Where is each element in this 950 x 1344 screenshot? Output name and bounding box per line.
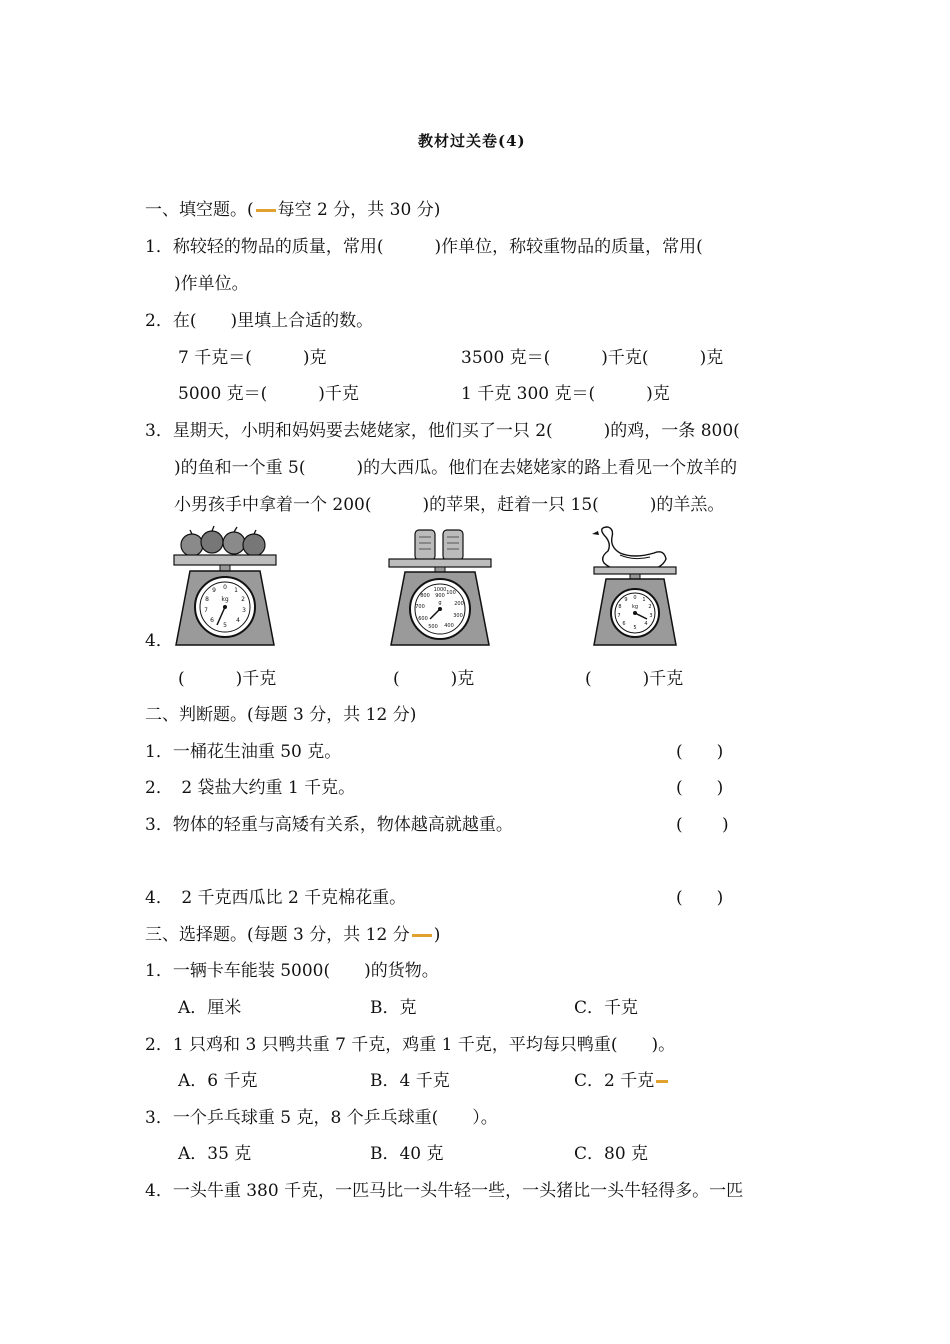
apple-icon <box>181 526 265 556</box>
svg-text:900: 900 <box>435 593 445 599</box>
svg-text:3: 3 <box>649 613 653 619</box>
svg-text:200: 200 <box>454 601 464 607</box>
s2-item-2: 2． 2 袋盐大约重 1 千克。 <box>145 778 356 798</box>
s2-item-4: 4． 2 千克西瓜比 2 千克棉花重。 <box>145 888 407 908</box>
s2-item-4-paren: ( ) <box>676 888 724 908</box>
svg-text:2: 2 <box>648 604 652 610</box>
svg-text:0: 0 <box>633 595 637 601</box>
bottle-icon <box>415 530 463 560</box>
svg-text:100: 100 <box>446 590 456 596</box>
s1-q4-answer-3: ( )千克 <box>585 669 684 689</box>
svg-text:6: 6 <box>622 621 626 627</box>
s3-q2: 2．1 只鸡和 3 只鸭共重 7 千克，鸡重 1 千克，平均每只鸭重( )。 <box>145 1035 676 1055</box>
svg-text:9: 9 <box>212 587 216 594</box>
highlight-mark <box>656 1080 668 1083</box>
svg-text:700: 700 <box>415 604 425 610</box>
svg-text:1: 1 <box>642 597 646 603</box>
svg-text:7: 7 <box>617 613 621 619</box>
s1-q4-answer-1: ( )千克 <box>178 669 277 689</box>
s2-item-3-paren: ( ) <box>676 815 729 835</box>
section-2-heading: 二、判断题。(每题 3 分，共 12 分) <box>145 705 417 725</box>
svg-text:7: 7 <box>204 607 208 614</box>
s1-q3-line3: 小男孩手中拿着一个 200( )的苹果，赶着一只 15( )的羊羔。 <box>174 495 725 515</box>
section-1-heading: 一、填空题。( 每空 2 分，共 30 分) <box>145 200 441 220</box>
s2-item-1-paren: ( ) <box>676 742 724 762</box>
s1-q1-line2: )作单位。 <box>174 274 249 294</box>
svg-text:g: g <box>438 600 442 606</box>
s3-q1-option-a: A．厘米 <box>178 998 242 1018</box>
svg-text:2: 2 <box>241 596 245 603</box>
s3-q3-option-a: A．35 克 <box>178 1144 252 1164</box>
svg-text:800: 800 <box>420 593 430 599</box>
page-title: 教材过关卷(4) <box>418 132 526 150</box>
s1-q3-line2: )的鱼和一个重 5( )的大西瓜。他们在去姥姥家的路上看见一个放羊的 <box>174 458 738 478</box>
svg-text:8: 8 <box>618 604 622 610</box>
s3-q2-option-a: A．6 千克 <box>178 1071 258 1091</box>
svg-text:kg: kg <box>221 596 229 603</box>
svg-text:kg: kg <box>631 604 639 610</box>
s2-item-1: 1．一桶花生油重 50 克。 <box>145 742 342 762</box>
svg-text:500: 500 <box>428 624 438 630</box>
s1-q2-left1: 7 千克＝( )克 <box>178 348 327 368</box>
svg-text:300: 300 <box>453 613 463 619</box>
scale-apples <box>170 525 280 650</box>
s1-q3-line1: 3．星期天，小明和妈妈要去姥姥家，他们买了一只 2( )的鸡，一条 800( <box>145 421 740 441</box>
s3-q2-option-b: B．4 千克 <box>370 1071 450 1091</box>
s3-q4: 4．一头牛重 380 千克，一匹马比一头牛轻一些，一头猪比一头牛轻得多。一匹 <box>145 1181 744 1201</box>
svg-text:1: 1 <box>234 587 238 594</box>
s3-q1: 1．一辆卡车能装 5000( )的货物。 <box>145 961 439 981</box>
s1-q2-right1: 3500 克＝( )千克( )克 <box>461 348 724 368</box>
s1-q2-left2: 5000 克＝( )千克 <box>178 384 359 404</box>
s1-q4-number: 4． <box>145 631 173 651</box>
scale-bottles <box>385 525 495 650</box>
s1-q2: 2．在( )里填上合适的数。 <box>145 311 374 331</box>
s3-q3-option-c: C．80 克 <box>574 1144 649 1164</box>
svg-text:0: 0 <box>223 584 227 591</box>
svg-text:3: 3 <box>242 607 246 614</box>
section-3-heading: 三、选择题。(每题 3 分，共 12 分 ) <box>145 925 441 945</box>
s2-item-2-paren: ( ) <box>676 778 724 798</box>
scale-goose <box>590 525 680 650</box>
s3-q3-option-b: B．40 克 <box>370 1144 444 1164</box>
s3-q3: 3．一个乒乓球重 5 克，8 个乒乓球重( ）。 <box>145 1108 498 1128</box>
goose-icon <box>592 527 666 571</box>
s1-q1-line1: 1．称较轻的物品的质量，常用( )作单位，称较重物品的质量，常用( <box>145 237 703 257</box>
highlight-mark <box>412 934 432 937</box>
svg-text:8: 8 <box>205 596 209 603</box>
svg-text:1000: 1000 <box>433 587 447 593</box>
highlight-mark <box>256 209 276 212</box>
s3-q1-option-b: B．克 <box>370 998 417 1018</box>
s1-q2-right2: 1 千克 300 克＝( )克 <box>461 384 670 404</box>
svg-text:5: 5 <box>223 622 227 629</box>
svg-text:400: 400 <box>444 623 454 629</box>
s2-item-3: 3．物体的轻重与高矮有关系，物体越高就越重。 <box>145 815 513 835</box>
svg-text:9: 9 <box>624 597 628 603</box>
svg-text:600: 600 <box>418 616 428 622</box>
s1-q4-answer-2: ( )克 <box>393 669 475 689</box>
svg-text:4: 4 <box>644 621 648 627</box>
svg-text:6: 6 <box>210 617 214 624</box>
s3-q1-option-c: C．千克 <box>574 998 639 1018</box>
svg-text:4: 4 <box>236 617 240 624</box>
svg-text:5: 5 <box>633 625 637 631</box>
s3-q2-option-c: C．2 千克 <box>574 1070 670 1092</box>
